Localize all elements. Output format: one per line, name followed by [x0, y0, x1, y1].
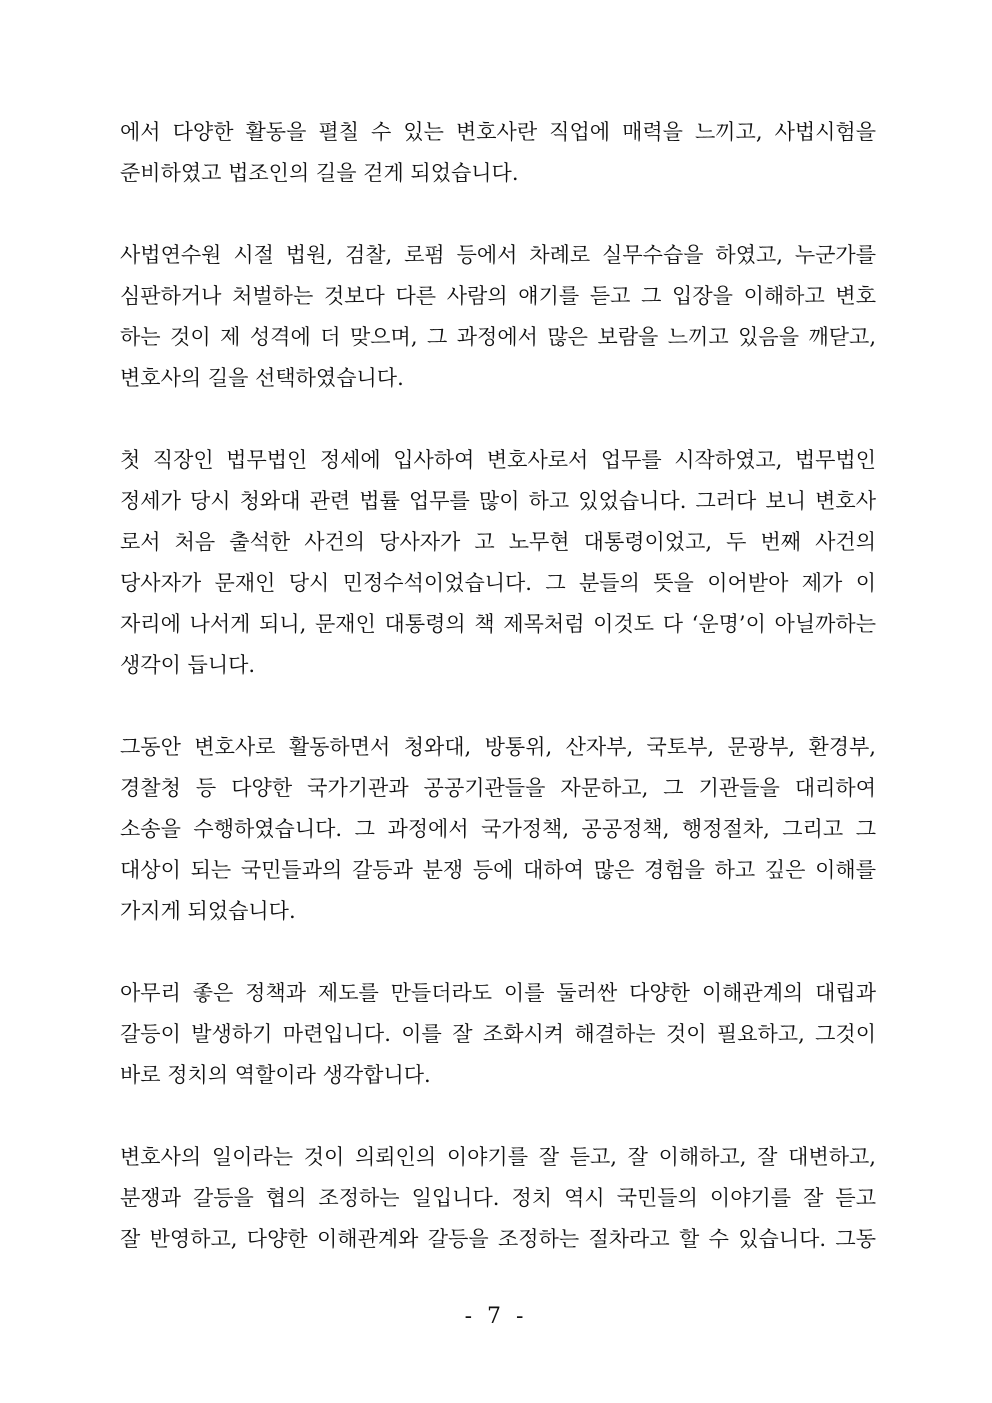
text-line: 바로 정치의 역할이라 생각합니다.: [120, 1063, 431, 1087]
paragraph: [120, 440, 876, 686]
page-number: - 7 -: [464, 1304, 528, 1329]
text-line: 그동안 변호사로 활동하면서 청와대, 방통위, 산자부, 국토부, 문광부, 환경부,: [120, 735, 876, 759]
text-line: 변호사의 일이라는 것이 의뢰인의 이야기를 잘 듣고, 잘 이해하고, 잘 대변하고,: [120, 1145, 876, 1169]
body-text: [120, 112, 876, 1301]
paragraph: [120, 973, 876, 1096]
text-line: 대상이 되는 국민들과의 갈등과 분쟁 등에 대하여 많은 경험을 하고 깊은 이해를: [120, 858, 876, 882]
text-line: 생각이 듭니다.: [120, 653, 256, 677]
paragraph: [120, 1137, 876, 1260]
text-line: 아무리 좋은 정책과 제도를 만들더라도 이를 둘러싼 다양한 이해관계의 대립과: [120, 981, 876, 1005]
text-line: 소송을 수행하였습니다. 그 과정에서 국가정책, 공공정책, 행정절차, 그리고 그: [120, 817, 876, 841]
text-line: 심판하거나 처벌하는 것보다 다른 사람의 얘기를 듣고 그 입장을 이해하고 변호: [120, 284, 876, 308]
text-line: 에서 다양한 활동을 펼칠 수 있는 변호사란 직업에 매력을 느끼고, 사법시험을: [120, 120, 876, 144]
paragraph: [120, 112, 876, 194]
text-line: 변호사의 길을 선택하였습니다.: [120, 366, 404, 390]
text-line: 가지게 되었습니다.: [120, 899, 296, 923]
text-line: 경찰청 등 다양한 국가기관과 공공기관들을 자문하고, 그 기관들을 대리하여: [120, 776, 876, 800]
text-line: 갈등이 발생하기 마련입니다. 이를 잘 조화시켜 해결하는 것이 필요하고, 그것이: [120, 1022, 876, 1046]
paragraph: [120, 727, 876, 932]
text-line: 준비하였고 법조인의 길을 걷게 되었습니다.: [120, 161, 519, 185]
text-line: 하는 것이 제 성격에 더 맞으며, 그 과정에서 많은 보람을 느끼고 있음을 깨닫고,: [120, 325, 876, 349]
text-line: 자리에 나서게 되니, 문재인 대통령의 책 제목처럼 이것도 다 ‘운명’이 아닐까하는: [120, 612, 876, 636]
text-line: 정세가 당시 청와대 관련 법률 업무를 많이 하고 있었습니다. 그러다 보니 변호사: [120, 489, 876, 513]
text-line: 분쟁과 갈등을 협의 조정하는 일입니다. 정치 역시 국민들의 이야기를 잘 듣고: [120, 1186, 876, 1210]
text-line: 로서 처음 출석한 사건의 당사자가 고 노무현 대통령이었고, 두 번째 사건의: [120, 530, 876, 554]
text-line: 잘 반영하고, 다양한 이해관계와 갈등을 조정하는 절차라고 할 수 있습니다. 그동: [120, 1227, 876, 1251]
text-line: 당사자가 문재인 당시 민정수석이었습니다. 그 분들의 뜻을 이어받아 제가 이: [120, 571, 876, 595]
text-line: 사법연수원 시절 법원, 검찰, 로펌 등에서 차례로 실무수습을 하였고, 누군가를: [120, 243, 876, 267]
text-line: 첫 직장인 법무법인 정세에 입사하여 변호사로서 업무를 시작하였고, 법무법인: [120, 448, 876, 472]
paragraph: [120, 235, 876, 399]
